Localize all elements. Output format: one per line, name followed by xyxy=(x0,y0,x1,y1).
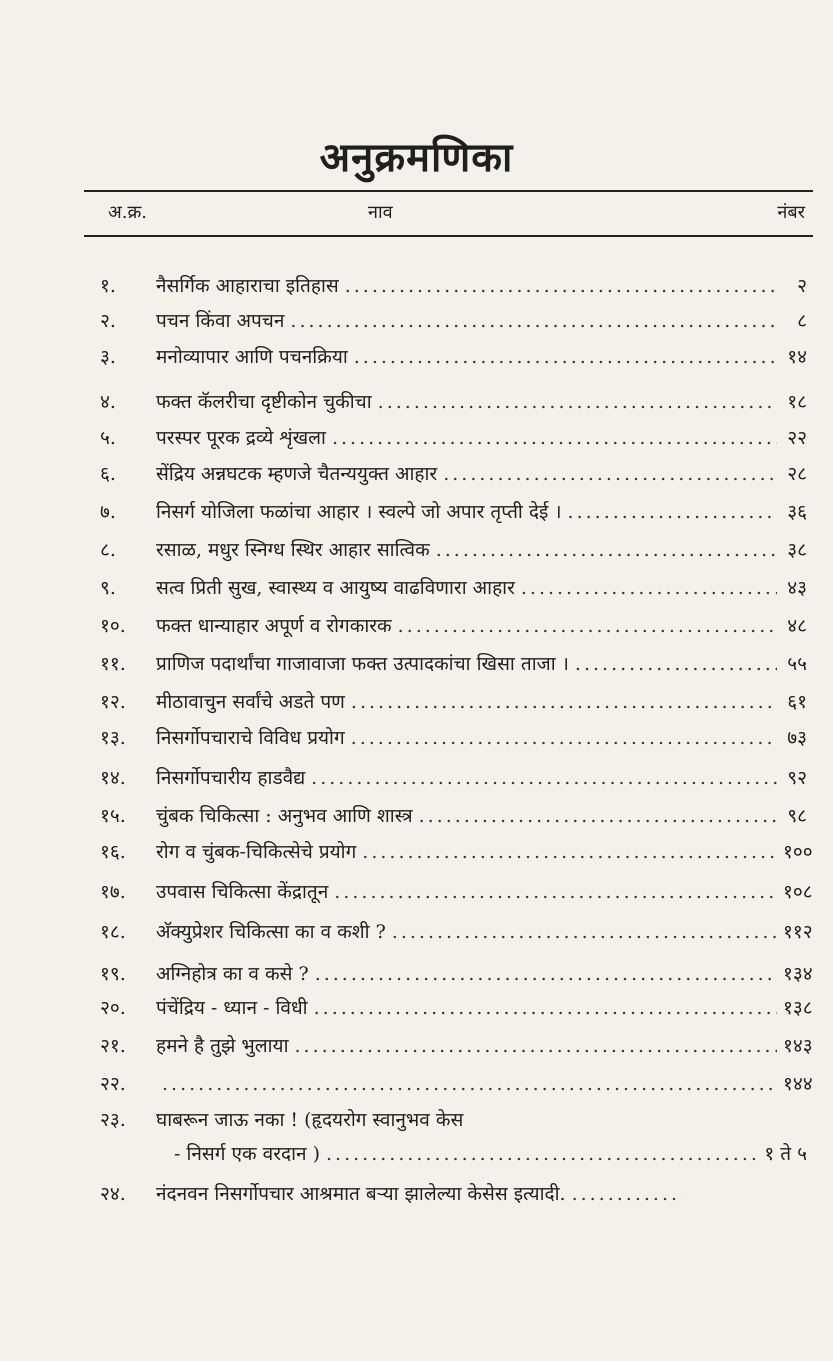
entry-title: परस्पर पूरक द्रव्ये शृंखला xyxy=(156,427,326,449)
dot-leader xyxy=(326,1143,758,1165)
entry-number: १८. xyxy=(100,921,126,943)
entry-page: २८ xyxy=(787,463,807,485)
entry-number: ६. xyxy=(100,463,116,485)
entry-title: निसर्गोपचारीय हाडवैद्य xyxy=(156,767,306,789)
header-top-rule xyxy=(84,190,813,192)
entry-page: १८ xyxy=(787,391,807,413)
entry-page: ६१ xyxy=(787,691,807,713)
toc-entry xyxy=(100,343,807,373)
entry-number: ५. xyxy=(100,427,116,449)
toc-entry xyxy=(100,1070,813,1100)
entry-number: १. xyxy=(100,275,116,297)
toc-entry xyxy=(100,1032,813,1062)
toc-entry xyxy=(100,724,807,754)
entry-number: १४. xyxy=(100,767,126,789)
dot-leader xyxy=(345,275,777,297)
toc-entry xyxy=(100,1180,807,1210)
entry-title: घाबरून जाऊ नका ! (हृदयरोग स्वानुभव केस xyxy=(156,1109,464,1131)
toc-entry xyxy=(100,307,807,337)
toc-entry xyxy=(100,424,807,454)
entry-page: २२ xyxy=(787,427,807,449)
toc-entry xyxy=(100,918,813,948)
entry-title: नंदनवन निसर्गोपचार आश्रमात बऱ्या झालेल्या केसेस इत्यादी. xyxy=(156,1183,566,1205)
toc-header xyxy=(84,200,813,230)
toc-entry xyxy=(100,994,813,1024)
toc-entry xyxy=(100,878,813,908)
header-page-label: नंबर xyxy=(777,202,805,223)
dot-leader xyxy=(334,881,777,903)
entry-title: प्राणिज पदार्थांचा गाजावाजा फक्त उत्पादकांचा खिसा ताजा । xyxy=(156,653,569,675)
dot-leader xyxy=(419,805,777,827)
entry-title: सेंद्रिय अन्नघटक म्हणजे चैतन्ययुक्त आहार xyxy=(156,463,438,485)
entry-number: १०. xyxy=(100,615,126,637)
entry-page: ९८ xyxy=(787,805,807,827)
entry-title: मनोव्यापार आणि पचनक्रिया xyxy=(156,346,348,368)
entry-title: उपवास चिकित्सा केंद्रातून xyxy=(156,881,329,903)
dot-leader xyxy=(351,691,777,713)
entry-page: ४३ xyxy=(787,577,807,599)
toc-entry xyxy=(100,460,807,490)
entry-title: पंचेंद्रिय - ध्यान - विधी xyxy=(156,997,308,1019)
toc-entry xyxy=(100,536,807,566)
entry-title: हमने है तुझे भुलाया xyxy=(156,1035,289,1057)
toc-entry-continuation xyxy=(156,1140,807,1170)
entry-title: नैसर्गिक आहाराचा इतिहास xyxy=(156,275,339,297)
entry-title: - निसर्ग एक वरदान ) xyxy=(174,1143,320,1165)
entry-page: ९२ xyxy=(787,767,807,789)
entry-number: १२. xyxy=(100,691,126,713)
toc-entry xyxy=(100,1106,807,1136)
entry-page: १०० xyxy=(783,841,813,863)
dot-leader xyxy=(311,767,777,789)
entry-title: निसर्ग योजिला फळांचा आहार । स्वल्पे जो अपार तृप्ती देई । xyxy=(156,501,562,523)
dot-leader xyxy=(162,1073,777,1095)
entry-number: २४. xyxy=(100,1183,126,1205)
dot-leader xyxy=(351,727,777,749)
dot-leader xyxy=(295,1035,778,1057)
entry-page: ७३ xyxy=(787,727,807,749)
entry-number: २१. xyxy=(100,1035,126,1057)
entry-page: १ ते ५ xyxy=(764,1143,807,1165)
entry-page: ३६ xyxy=(787,501,807,523)
entry-title: फक्त कॅलरीचा दृष्टीकोन चुकीचा xyxy=(156,391,372,413)
toc-entry xyxy=(100,272,807,302)
toc-entry xyxy=(100,574,807,604)
dot-leader xyxy=(354,346,777,368)
entry-title: अ‍ॅक्युप्रेशर चिकित्सा का व कशी ? xyxy=(156,921,386,943)
toc-entry xyxy=(100,650,807,680)
entry-page: ११२ xyxy=(783,921,813,943)
toc-entry xyxy=(100,802,807,832)
entry-page: ४८ xyxy=(787,615,807,637)
entry-number: १३. xyxy=(100,727,126,749)
entry-title: रसाळ, मधुर स्निग्ध स्थिर आहार सात्विक xyxy=(156,539,430,561)
page-title: अनुक्रमणिका xyxy=(319,134,514,181)
dot-leader xyxy=(568,501,777,523)
entry-number: ११. xyxy=(100,653,126,675)
entry-title: मीठावाचुन सर्वांचे अडते पण xyxy=(156,691,345,713)
entry-number: १९. xyxy=(100,963,126,985)
dot-leader xyxy=(521,577,777,599)
entry-page: २ xyxy=(797,275,807,297)
toc-entry xyxy=(100,764,807,794)
entry-title: अग्निहोत्र का व कसे ? xyxy=(156,963,309,985)
dot-leader xyxy=(443,463,777,485)
entry-page: १३८ xyxy=(783,997,813,1019)
dot-leader xyxy=(398,615,777,637)
entry-page: १४४ xyxy=(783,1073,813,1095)
entry-title: फक्त धान्याहार अपूर्ण व रोगकारक xyxy=(156,615,392,637)
entry-number: ४. xyxy=(100,391,116,413)
toc-entry xyxy=(100,838,813,868)
entry-page: ३८ xyxy=(787,539,807,561)
dot-leader xyxy=(315,963,777,985)
entry-page: १०८ xyxy=(783,881,813,903)
dot-leader xyxy=(378,391,777,413)
toc-entry xyxy=(100,498,807,528)
header-bottom-rule xyxy=(84,235,813,237)
entry-page: १४३ xyxy=(783,1035,813,1057)
entry-title: पचन किंवा अपचन xyxy=(156,310,285,332)
entry-number: १६. xyxy=(100,841,126,863)
entry-number: ७. xyxy=(100,501,116,523)
entry-page: ५५ xyxy=(787,653,807,675)
dot-leader xyxy=(575,653,777,675)
entry-number: २२. xyxy=(100,1073,126,1095)
entry-page: ८ xyxy=(797,310,807,332)
entry-title: चुंबक चिकित्सा : अनुभव आणि शास्त्र xyxy=(156,805,413,827)
dot-leader xyxy=(436,539,777,561)
toc-entry xyxy=(100,688,807,718)
entry-title: सत्व प्रिती सुख, स्वास्थ्य व आयुष्य वाढविणारा आहार xyxy=(156,577,515,599)
dot-leader xyxy=(314,997,777,1019)
entry-number: १७. xyxy=(100,881,126,903)
dot-leader xyxy=(362,841,777,863)
entry-number: ९. xyxy=(100,577,116,599)
dot-leader xyxy=(392,921,777,943)
header-number-label: अ.क्र. xyxy=(108,202,148,223)
entry-number: २३. xyxy=(100,1109,126,1131)
entry-number: २०. xyxy=(100,997,126,1019)
entry-number: ८. xyxy=(100,539,116,561)
toc-entry xyxy=(100,612,807,642)
toc-entry xyxy=(100,960,813,990)
entry-number: ३. xyxy=(100,346,116,368)
header-name-label: नाव xyxy=(368,202,393,223)
entry-title: निसर्गोपचाराचे विविध प्रयोग xyxy=(156,727,345,749)
entry-title: रोग व चुंबक-चिकित्सेचे प्रयोग xyxy=(156,841,357,863)
entry-number: १५. xyxy=(100,805,126,827)
entry-number: २. xyxy=(100,310,116,332)
entry-page: १३४ xyxy=(783,963,813,985)
entry-page: १४ xyxy=(787,346,807,368)
dot-leader xyxy=(332,427,777,449)
toc-entry xyxy=(100,388,807,418)
dot-leader xyxy=(290,310,777,332)
dot-leader xyxy=(572,1183,682,1205)
